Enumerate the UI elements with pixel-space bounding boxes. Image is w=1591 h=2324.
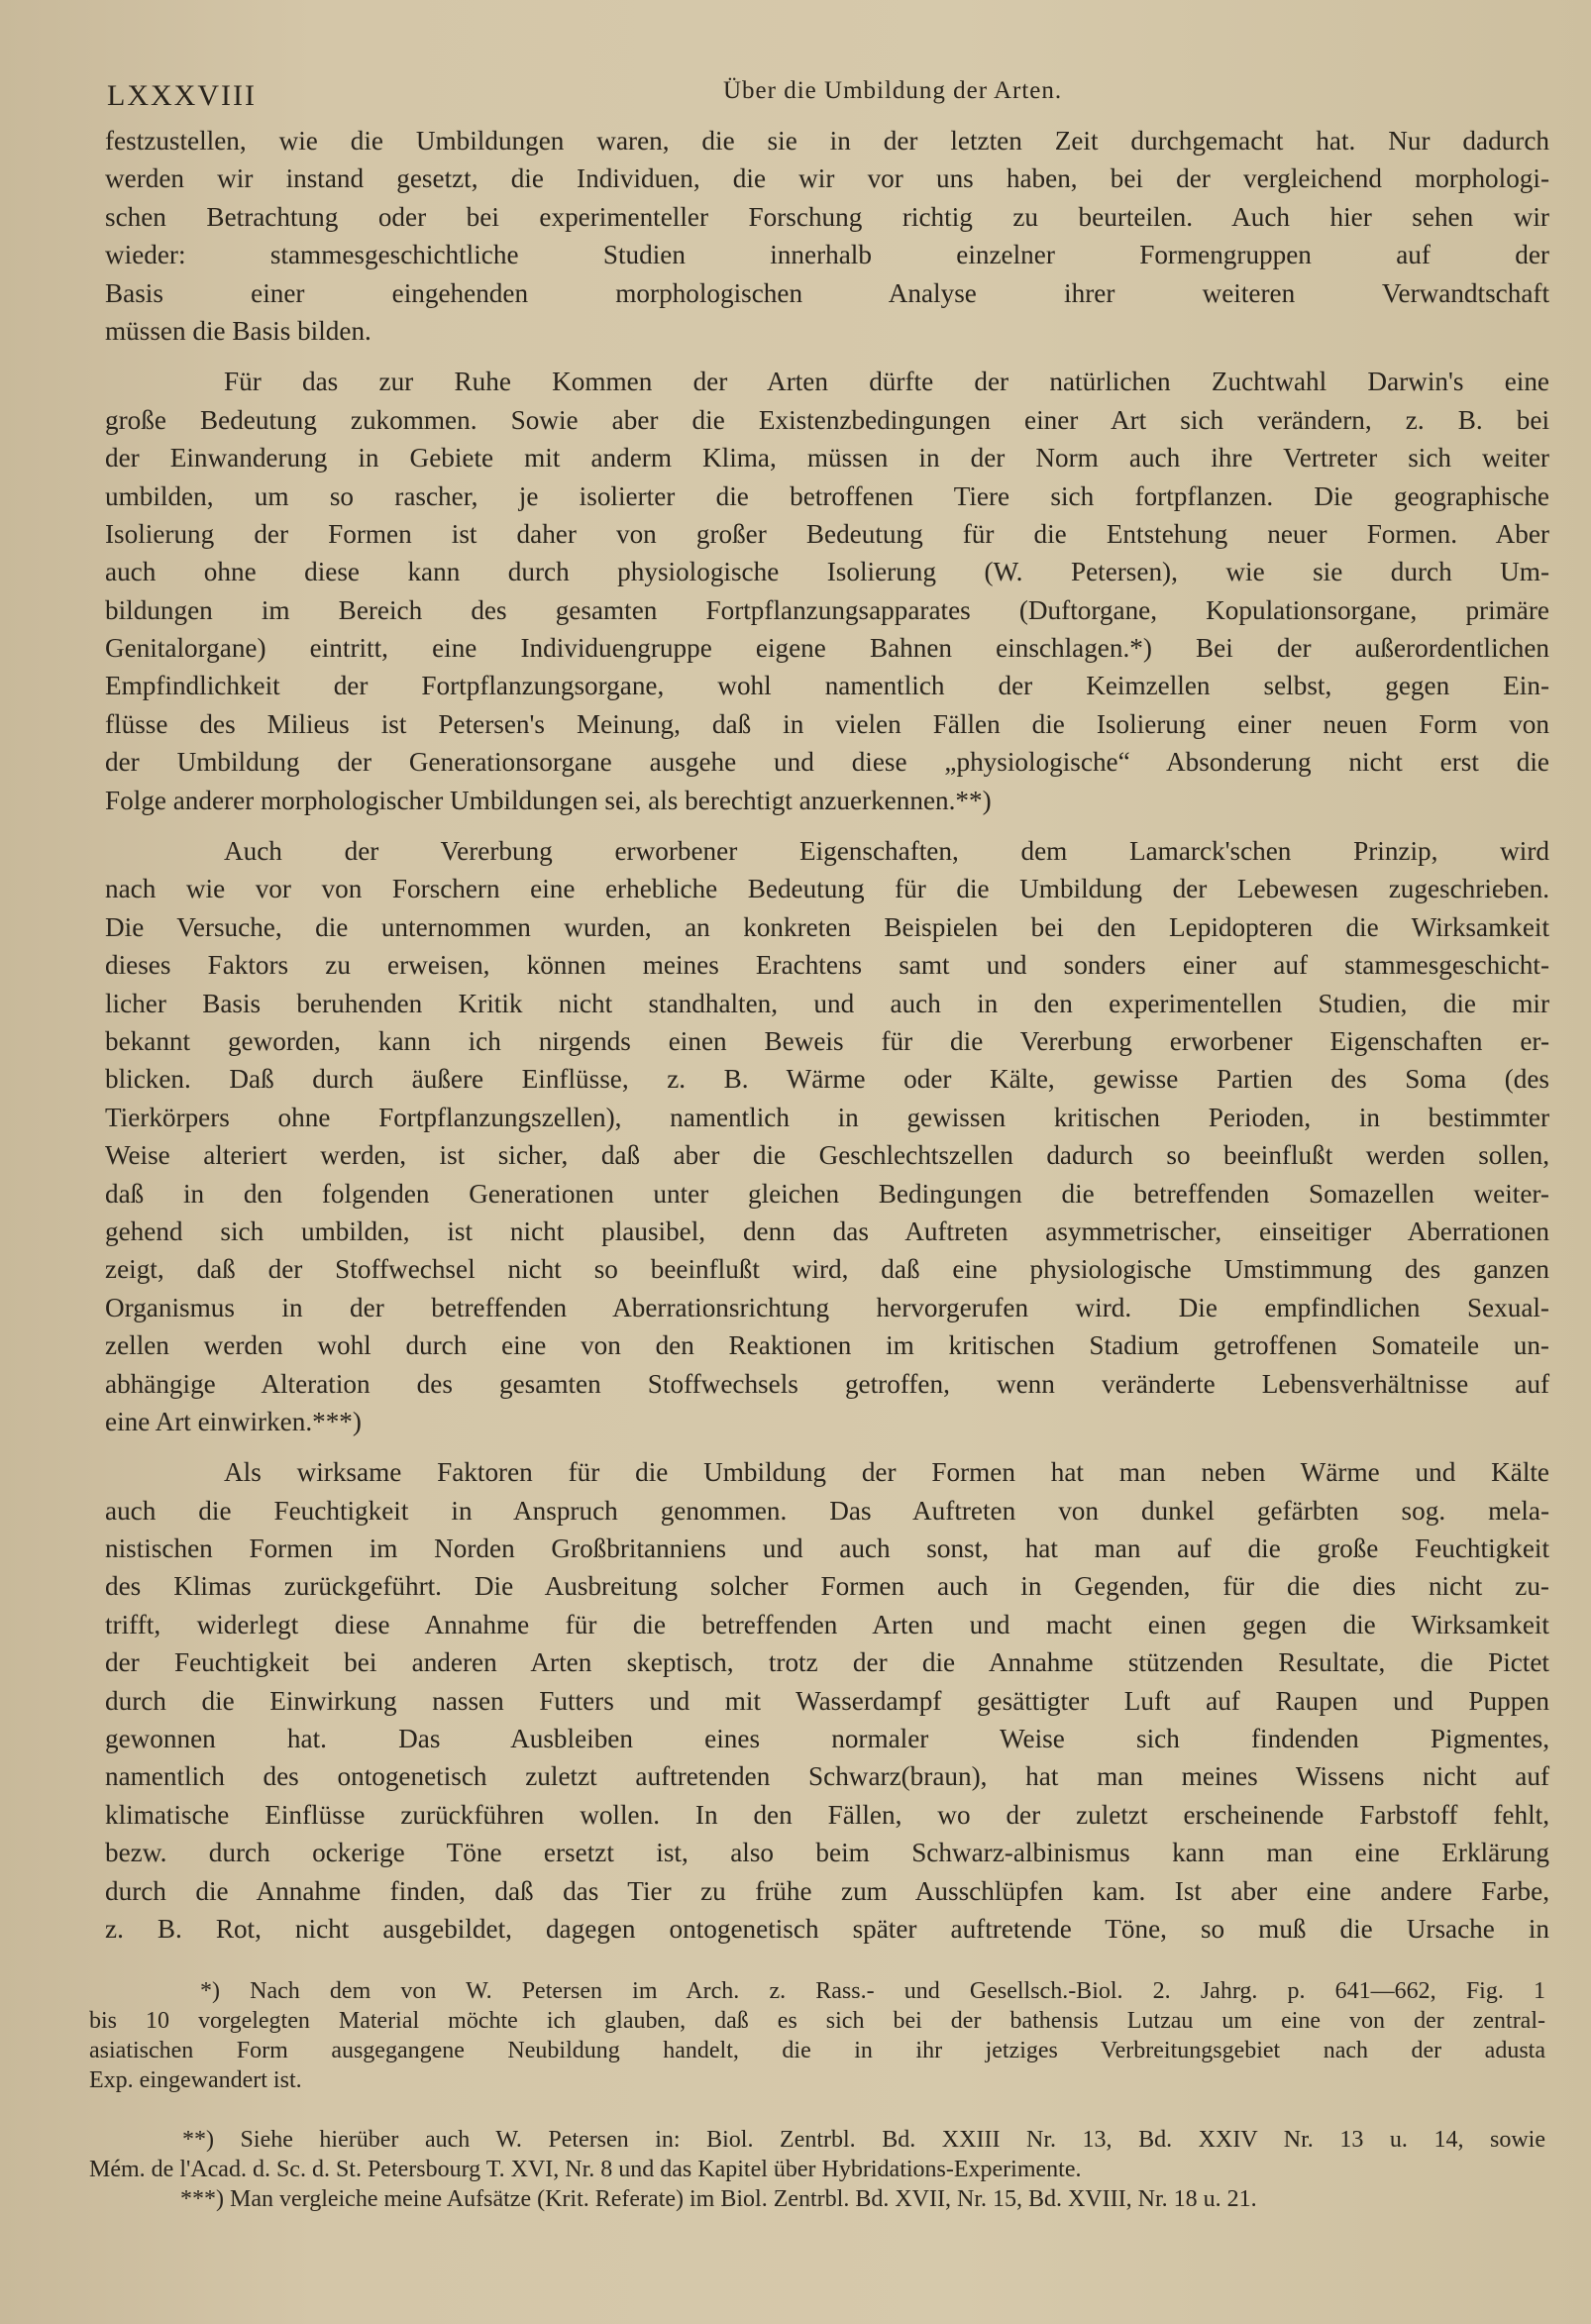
- text-line: z. B. Rot, nicht ausgebildet, dagegen ontogenetisch später auftretende Töne, so muß die Ursache in: [105, 1913, 1549, 1944]
- text-line: klimatische Einflüsse zurückführen wollen. In den Fällen, wo der zuletzt erscheinende Farbstoff fehlt,: [105, 1799, 1549, 1830]
- text-line: auch die Feuchtigkeit in Anspruch genommen. Das Auftreten von dunkel gefärbten sog. mela-: [105, 1495, 1549, 1526]
- footnote-line: asiatischen Form ausgegangene Neubildung handelt, die in ihr jetziges Verbreitungsgebiet nach der adusta: [89, 2038, 1545, 2063]
- footnote-line: Mém. de l'Acad. d. Sc. d. St. Petersbourg T. XVI, Nr. 8 und das Kapitel über Hybridations-Experimente.: [89, 2157, 1082, 2182]
- text-line: der Feuchtigkeit bei anderen Arten skeptisch, trotz der die Annahme stützenden Resultate, die Pictet: [105, 1647, 1549, 1678]
- text-line: daß in den folgenden Generationen unter gleichen Bedingungen die betreffenden Somazellen weiter-: [105, 1178, 1549, 1209]
- text-line: Weise alteriert werden, ist sicher, daß aber die Geschlechtszellen dadurch so beeinflußt werden sollen,: [105, 1140, 1549, 1171]
- footnotes: [89, 1976, 1545, 2214]
- text-line: Genitalorgane) eintritt, eine Individuengruppe eigene Bahnen einschlagen.*) Bei der außerordentlichen: [105, 633, 1549, 664]
- text-line: müssen die Basis bilden.: [105, 315, 371, 346]
- text-line: Für das zur Ruhe Kommen der Arten dürfte der natürlichen Zuchtwahl Darwin's eine: [224, 367, 1549, 397]
- page-header: [107, 71, 1553, 121]
- paragraph-gap: [105, 1440, 1549, 1453]
- text-line: wieder: stammesgeschichtliche Studien innerhalb einzelner Formengruppen auf der: [105, 240, 1549, 270]
- text-line: des Klimas zurückgeführt. Die Ausbreitung solcher Formen auch in Gegenden, für die dies nicht zu-: [105, 1571, 1549, 1602]
- text-line: Als wirksame Faktoren für die Umbildung der Formen hat man neben Wärme und Kälte: [224, 1457, 1549, 1488]
- page-number: LXXXVIII: [107, 79, 257, 112]
- text-line: gehend sich umbilden, ist nicht plausibel, denn das Auftreten asymmetrischer, einseitiger Aberrationen: [105, 1215, 1549, 1246]
- footnote-line: ***) Man vergleiche meine Aufsätze (Krit. Referate) im Biol. Zentrbl. Bd. XVII, Nr. 15, Bd. XVIII, Nr. 18 u. 21.: [180, 2186, 1257, 2212]
- paragraph-gap: [105, 819, 1549, 832]
- text-line: trifft, widerlegt diese Annahme für die betreffenden Arten und macht einen gegen die Wirksamkeit: [105, 1609, 1549, 1639]
- text-line: zeigt, daß der Stoffwechsel nicht so beeinflußt wird, daß eine physiologische Umstimmung des ganzen: [105, 1254, 1549, 1285]
- text-line: eine Art einwirken.***): [105, 1406, 362, 1436]
- text-line: Basis einer eingehenden morphologischen Analyse ihrer weiteren Verwandtschaft: [105, 277, 1549, 308]
- text-line: umbilden, um so rascher, je isolierter die betroffenen Tiere sich fortpflanzen. Die geographische: [105, 480, 1549, 511]
- text-line: licher Basis beruhenden Kritik nicht standhalten, und auch in den experimentellen Studien, die mir: [105, 988, 1549, 1018]
- text-line: Organismus in der betreffenden Aberrationsrichtung hervorgerufen wird. Die empfindlichen Sexual-: [105, 1292, 1549, 1322]
- text-line: festzustellen, wie die Umbildungen waren, die sie in der letzten Zeit durchgemacht hat. Nur dadurch: [105, 126, 1549, 156]
- text-line: Auch der Vererbung erworbener Eigenschaften, dem Lamarck'schen Prinzip, wird: [224, 836, 1549, 867]
- running-title: Über die Umbildung der Arten.: [723, 77, 1063, 104]
- text-line: Isolierung der Formen ist daher von großer Bedeutung für die Entstehung neuer Formen. Aber: [105, 518, 1549, 549]
- text-line: bekannt geworden, kann ich nirgends einen Beweis für die Vererbung erworbener Eigenschaften er-: [105, 1025, 1549, 1056]
- text-line: Die Versuche, die unternommen wurden, an konkreten Beispielen bei den Lepidopteren die Wirksamkeit: [105, 911, 1549, 942]
- text-line: schen Betrachtung oder bei experimenteller Forschung richtig zu beurteilen. Auch hier sehen wir: [105, 201, 1549, 232]
- footnote-line: **) Siehe hierüber auch W. Petersen in: Biol. Zentrbl. Bd. XXIII Nr. 13, Bd. XXIV Nr. 13 u. 14, sowie: [182, 2127, 1545, 2153]
- text-line: durch die Einwirkung nassen Futters und mit Wasserdampf gesättigter Luft auf Raupen und Puppen: [105, 1685, 1549, 1716]
- text-line: nistischen Formen im Norden Großbritanniens und auch sonst, hat man auf die große Feuchtigkeit: [105, 1533, 1549, 1564]
- text-line: abhängige Alteration des gesamten Stoffwechsels getroffen, wenn veränderte Lebensverhältnisse auf: [105, 1368, 1549, 1399]
- text-line: nach wie vor von Forschern eine erhebliche Bedeutung für die Umbildung der Lebewesen zugeschrieben.: [105, 874, 1549, 904]
- text-line: gewonnen hat. Das Ausbleiben eines normaler Weise sich findenden Pigmentes,: [105, 1724, 1549, 1754]
- text-line: flüsse des Milieus ist Petersen's Meinung, daß in vielen Fällen die Isolierung einer neuen Form von: [105, 708, 1549, 739]
- text-line: dieses Faktors zu erweisen, können meines Erachtens samt und sonders einer auf stammesgeschicht-: [105, 950, 1549, 981]
- footnote-line: bis 10 vorgelegten Material möchte ich glauben, daß es sich bei der bathensis Lutzau um eine von der zentral-: [89, 2008, 1545, 2034]
- text-line: Folge anderer morphologischer Umbildungen sei, als berechtigt anzuerkennen.**): [105, 785, 992, 815]
- text-line: auch ohne diese kann durch physiologische Isolierung (W. Petersen), wie sie durch Um-: [105, 557, 1549, 587]
- text-line: werden wir instand gesetzt, die Individuen, die wir vor uns haben, bei der vergleichend morphologi-: [105, 163, 1549, 194]
- text-line: große Bedeutung zukommen. Sowie aber die Existenzbedingungen einer Art sich verändern, z. B. bei: [105, 404, 1549, 435]
- text-line: namentlich des ontogenetisch zuletzt auftretenden Schwarz(braun), hat man meines Wissens nicht auf: [105, 1761, 1549, 1792]
- text-line: Empfindlichkeit der Fortpflanzungsorgane, wohl namentlich der Keimzellen selbst, gegen Ein-: [105, 671, 1549, 701]
- main-text: [105, 122, 1549, 1948]
- text-line: blicken. Daß durch äußere Einflüsse, z. B. Wärme oder Kälte, gewisse Partien des Soma (des: [105, 1064, 1549, 1095]
- footnote-line: Exp. eingewandert ist.: [89, 2067, 302, 2093]
- paragraph-gap: [105, 350, 1549, 363]
- text-line: der Umbildung der Generationsorgane ausgehe und diese „physiologische“ Absonderung nicht erst die: [105, 747, 1549, 778]
- footnote-line: *) Nach dem von W. Petersen im Arch. z. Rass.- und Gesellsch.-Biol. 2. Jahrg. p. 641—662, Fig. 1: [200, 1978, 1545, 2004]
- text-line: bildungen im Bereich des gesamten Fortpflanzungsapparates (Duftorgane, Kopulationsorgane, primäre: [105, 594, 1549, 625]
- text-line: zellen werden wohl durch eine von den Reaktionen im kritischen Stadium getroffenen Somateile un-: [105, 1330, 1549, 1361]
- paragraph-gap: [89, 2095, 1545, 2125]
- text-line: der Einwanderung in Gebiete mit anderm Klima, müssen in der Norm auch ihre Vertreter sich weiter: [105, 443, 1549, 474]
- text-line: durch die Annahme finden, daß das Tier zu frühe zum Ausschlüpfen kam. Ist aber eine andere Farbe,: [105, 1875, 1549, 1906]
- text-line: bezw. durch ockerige Töne ersetzt ist, also beim Schwarz-albinismus kann man eine Erklärung: [105, 1838, 1549, 1868]
- text-line: Tierkörpers ohne Fortpflanzungszellen), namentlich in gewissen kritischen Perioden, in bestimmter: [105, 1102, 1549, 1132]
